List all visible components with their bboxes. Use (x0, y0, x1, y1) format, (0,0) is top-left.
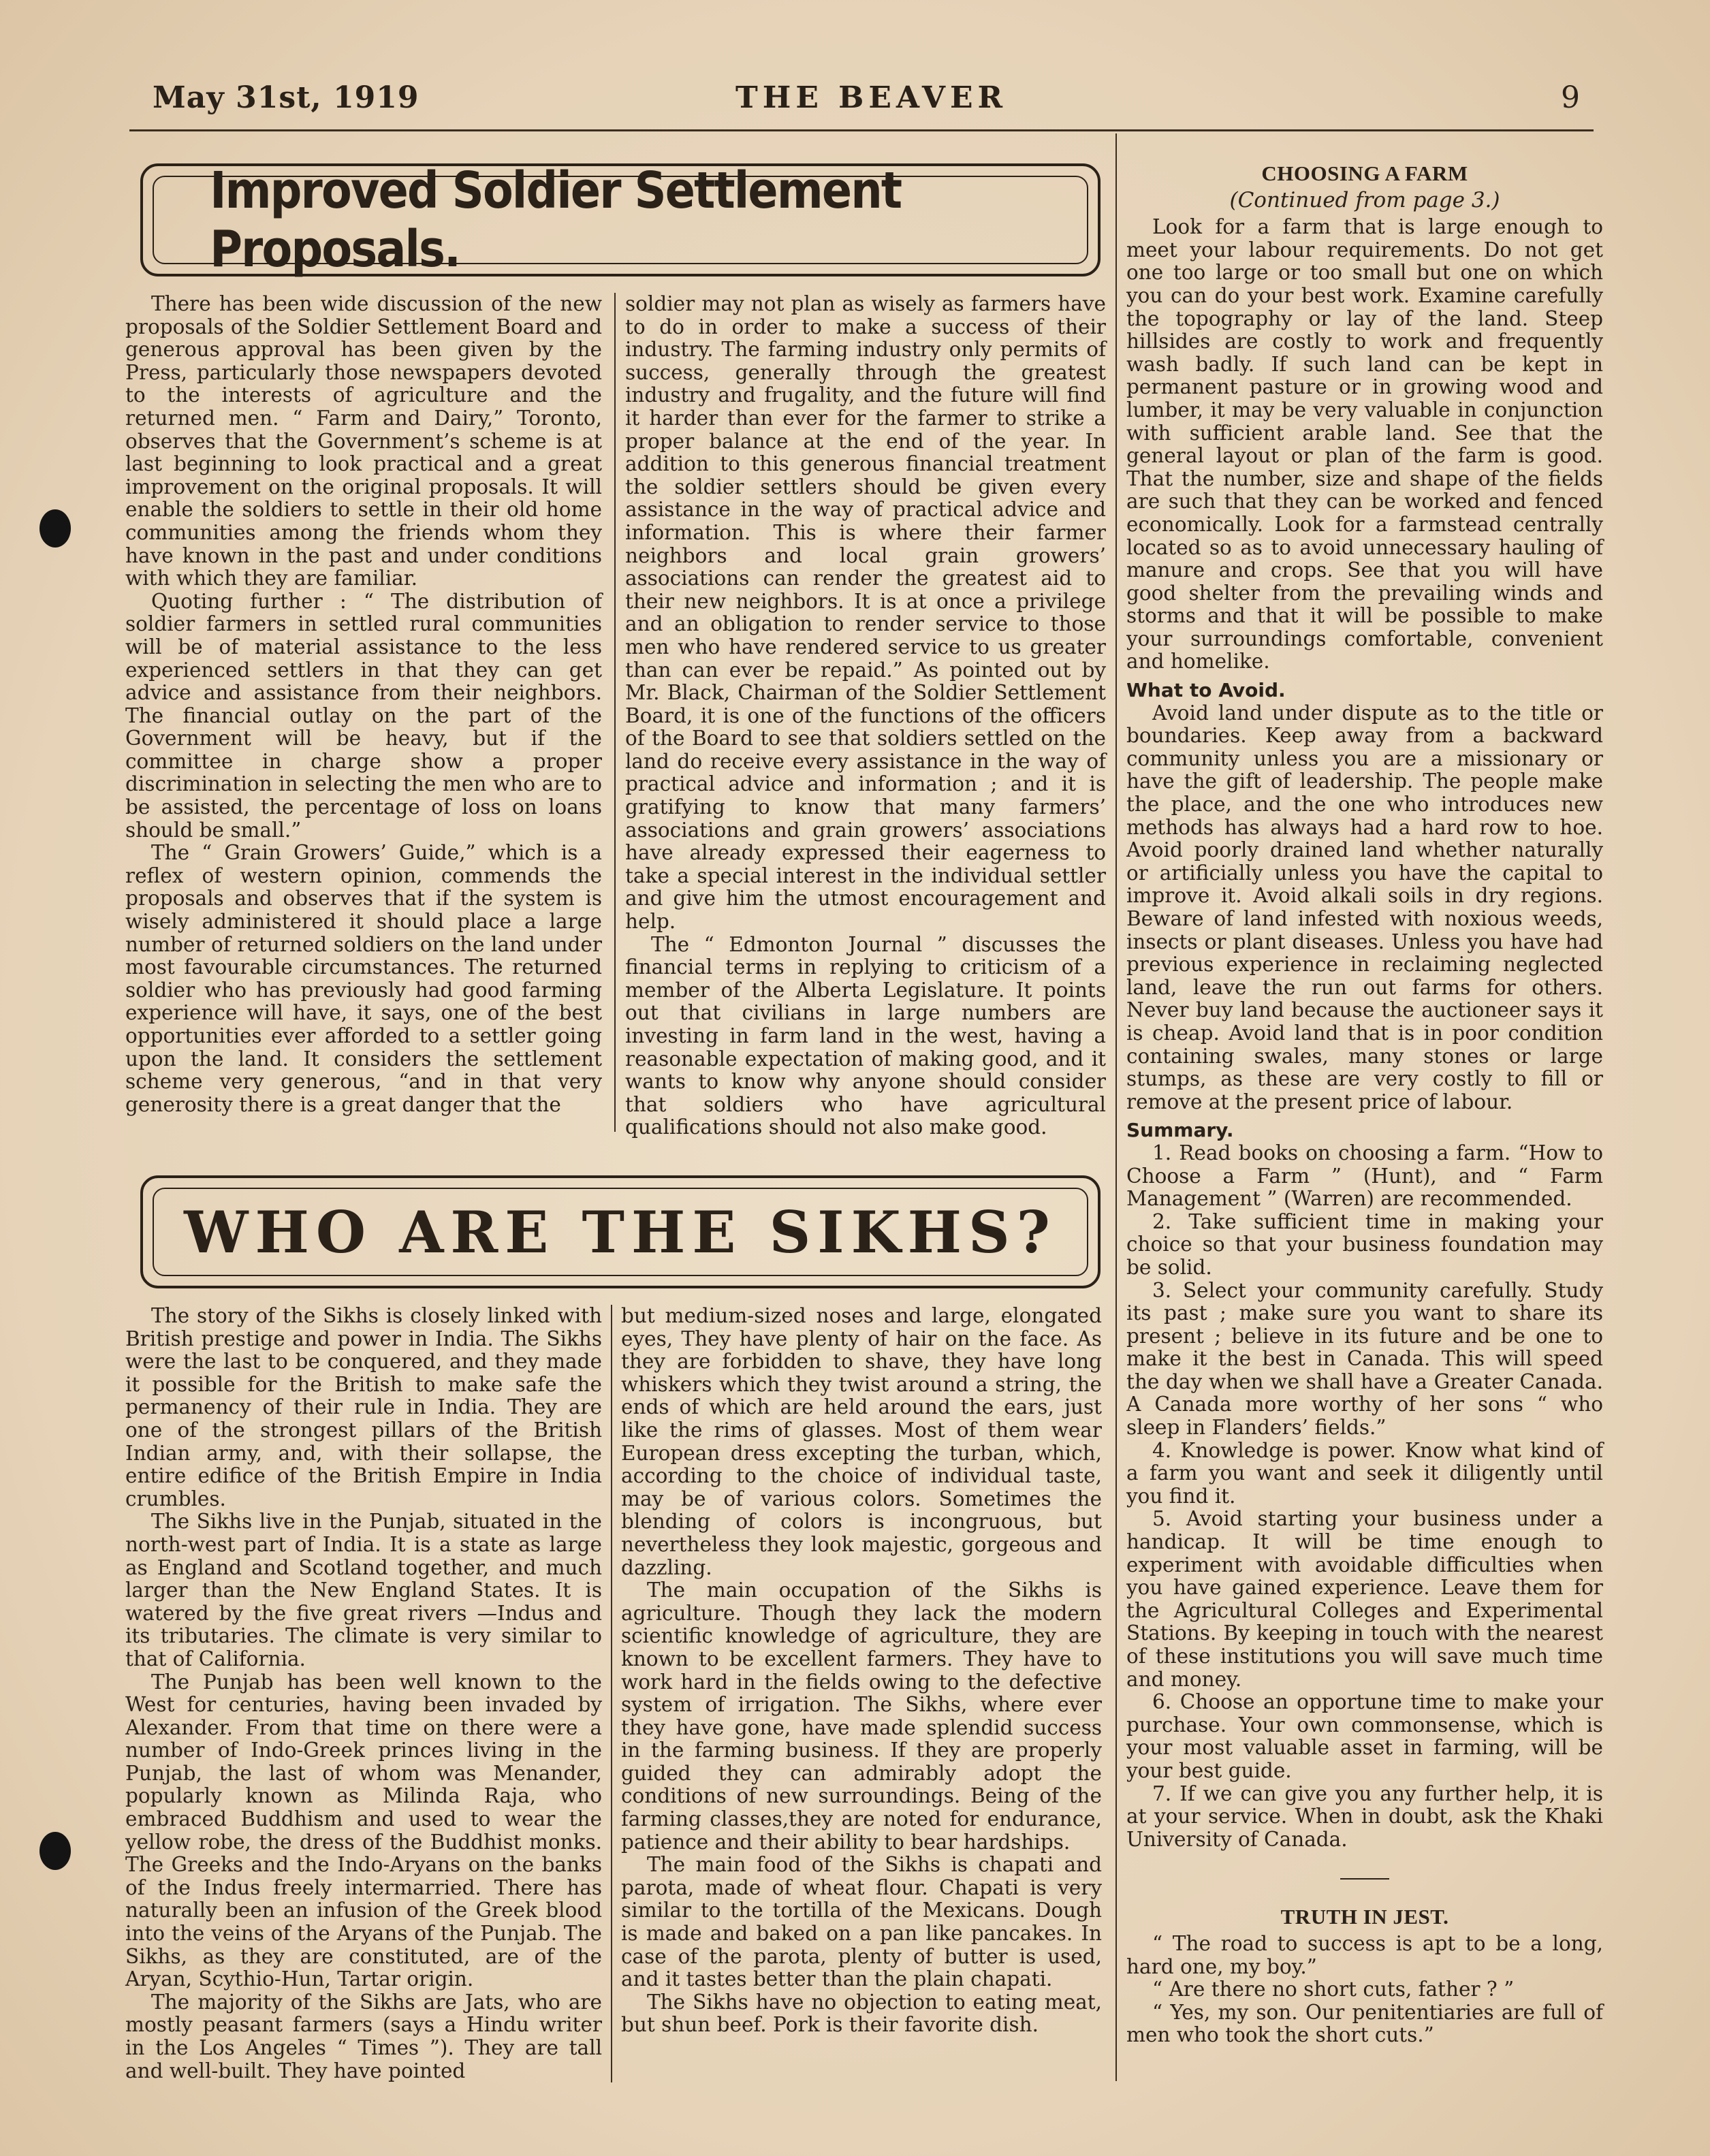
paragraph: but medium-sized noses and large, elongated eyes, They have plenty of hair on the face. As they are forbidden to shave, they have long whiskers which they twist around a string, the ends of which are held around the ears, just like the rims of glasses. Most of them wear European dress excepting the turban, which, according to the choice of individual taste, may be of various colors. Sometimes the blending of colors is incongruous, but nevertheless they look majestic, gorgeous and dazzling. (621, 1304, 1102, 1579)
section-divider (1340, 1878, 1389, 1880)
paragraph: “ Are there no short cuts, father ? ” (1152, 1978, 1515, 2001)
article-banner (140, 1175, 1101, 1288)
sidebar-column (1126, 162, 1603, 2047)
paragraph: The Sikhs have no objection to eating meat, but shun beef. Pork is their favorite dish. (621, 1990, 1102, 2037)
section-subtitle: (Continued from page 3.) (1229, 187, 1500, 212)
punch-hole (39, 509, 71, 548)
article-column (625, 293, 1106, 1139)
subheading: Summary. (1126, 1119, 1234, 1142)
newspaper-title: THE BEAVER (735, 80, 1008, 115)
paragraph: The main food of the Sikhs is chapati and parota, made of wheat flour. Chapati is very similar to the tortilla of the Mexicans. Dough is made and baked on a pan like pancakes. In case of the parota, plenty of butter is used, and it tastes better than the plain chapati. (621, 1853, 1102, 1991)
paragraph: There has been wide discussion of the new proposals of the Soldier Settlement Board and generous approval has been given by the Press, particularly those newspapers devoted to the interests of agriculture and the returned men. “ Farm and Dairy,” Toronto, observes that the Government’s scheme is at last beginning to look practical and a great improvement on the original proposals. It will enable the soldiers to settle in their old home communities among the friends whom they have known in the past and under conditions with which they are familiar. (125, 292, 602, 590)
article-headline: WHO ARE THE SIKHS? (184, 1198, 1057, 1266)
summary-item: 2. Take sufficient time in making your choice so that your business foundation may be solid. (1126, 1209, 1603, 1279)
paragraph: soldier may not plan as wisely as farmers have to do in order to make a success of their industry. The farming industry only permits of success, generally through the greatest industry and frugality, and the future will find it harder than ever for the farmer to strike a proper balance at the end of the year. In addition to this generous financial treatment the soldier settlers should be given every assistance in the way of practical advice and information. This is where their farmer neighbors and local grain growers’ associations can render the greatest aid to their new neighbors. It is at once a privilege and an obligation to render service to those men who have rendered service to us greater than can ever be repaid.” As pointed out by Mr. Black, Chairman of the Soldier Settlement Board, it is one of the functions of the officers of the Board to see that soldiers settled on the land do receive every assistance in the way of practical advice and information ; and it is gratifying to know that many farmers’ associations and grain growers’ associations have already expressed their eagerness to take a special interest in the individual settler and give him the utmost encouragement and help. (625, 292, 1106, 934)
banner-inner-frame (153, 161, 1088, 279)
punch-hole (39, 1832, 71, 1870)
column-rule (1115, 133, 1117, 2081)
paragraph: “ Yes, my son. Our penitentiaries are full of men who took the short cuts.” (1126, 2000, 1603, 2047)
article-banner (140, 161, 1101, 279)
page-number: 9 (1561, 80, 1581, 115)
article-column (125, 293, 602, 1116)
paragraph: The main occupation of the Sikhs is agriculture. Though they lack the modern scientific knowledge of agriculture, they are known to be excellent farmers. They have to work hard in the fields owing to the defective system of irrigation. The Sikhs, where ever they have gone, have made splendid success in the farming business. If they are properly guided they can admirably adopt the conditions of new surroundings. Being of the farming classes,they are noted for endurance, patience and their ability to bear hardships. (621, 1579, 1102, 1854)
article-headline: Improved Soldier Settlement Proposals. (210, 161, 902, 279)
paragraph: Look for a farm that is large enough to meet your labour requirements. Do not get one too large or too small but one on which you can do your best work. Examine carefully the topography or lay of the land. Steep hillsides are costly to work and frequently wash badly. If such land can be kept in permanent pasture or in growing wood and lumber, it may be very valuable in conjunction with sufficient arable land. See that the general layout or plan of the farm is good. That the number, size and shape of the fields are such that they can be worked and fenced economically. Look for a farmstead centrally located so as to avoid unnecessary hauling of manure and crops. See that you will have good shelter from the prevailing winds and storms and that it will be possible to make your surroundings comfortable, convenient and homelike. (1126, 215, 1603, 673)
paragraph: Quoting further : “ The distribution of soldier farmers in settled rural communities will be of material assistance to the less experienced settlers in that they can get advice and assistance from their neighbors. The financial outlay on the part of the Government will be heavy, but if the committee in charge show a proper discrimination in selecting the men who are to be assisted, the percentage of loss on loans should be small.” (125, 589, 602, 842)
summary-item: 1. Read books on choosing a farm. “How to Choose a Farm ” (Hunt), and “ Farm Management ” (Warren) are recommended. (1126, 1141, 1603, 1211)
summary-item: 6. Choose an opportune time to make your purchase. Your own commonsense, which is your most valuable asset in farming, will be your best guide. (1126, 1690, 1603, 1782)
column-rule (614, 293, 616, 1132)
column-rule (611, 1305, 612, 2082)
paragraph: The majority of the Sikhs are Jats, who are mostly peasant farmers (says a Hindu writer in the Los Angeles “ Times ”). They are tall and well-built. They have pointed (125, 1990, 602, 2082)
paragraph: The story of the Sikhs is closely linked with British prestige and power in India. The Sikhs were the last to be conquered, and they made it possible for the British to make safe the permanency of their rule in India. They are one of the strongest pillars of the British Indian army, and, with their sollapse, the entire edifice of the British Empire in India crumbles. (125, 1304, 602, 1510)
paragraph: The “ Edmonton Journal ” discusses the financial terms in replying to criticism of a member of the Alberta Legislature. It points out that civilians in large numbers are investing in farm land in the west, having a reasonable expectation of making good, and it wants to know why anyone should consider that soldiers who have agricultural qualifications should not also make good. (625, 932, 1106, 1139)
issue-date: May 31st, 1919 (153, 80, 419, 115)
paragraph: Avoid land under dispute as to the title or boundaries. Keep away from a backward community unless you are a missionary or have the gift of leadership. The people make the place, and the one who introduces new methods has always had a hard row to hoe. Avoid poorly drained land whether naturally or artificially unless you have the capital to improve it. Avoid alkali soils in dry regions. Beware of land infested with noxious weeds, insects or plant diseases. Unless you have had previous experience in reclaiming neglected land, leave the run out farms for others. Never buy land because the auctioneer says it is cheap. Avoid land that is in poor condition containing swales, many stones or large stumps, as these are very costly to fill or remove at the present price of labour. (1126, 701, 1603, 1113)
section-title: TRUTH IN JEST. (1280, 1905, 1449, 1929)
paragraph: The “ Grain Growers’ Guide,” which is a reflex of western opinion, commends the proposals and observes that if the system is wisely administered it should place a large number of returned soldiers on the land under most favourable circumstances. The returned soldier who has previously had good farming experience will have, it says, one of the best opportunities ever afforded to a settler going upon the land. It considers the settlement scheme very generous, “and in that very generosity there is a great danger that the (125, 841, 602, 1116)
paragraph: “ The road to success is apt to be a long, hard one, my boy.” (1126, 1931, 1603, 1978)
subheading: What to Avoid. (1126, 679, 1286, 702)
paragraph: The Sikhs live in the Punjab, situated in the north-west part of India. It is a state as large as England and Scotland together, and much larger than the New England States. It is watered by the five great rivers —Indus and its tributaries. The climate is very similar to that of California. (125, 1510, 602, 1670)
article-column (621, 1305, 1102, 2037)
section-title: CHOOSING A FARM (1261, 161, 1468, 185)
summary-item: 5. Avoid starting your business under a handicap. It will be time enough to experiment with avoidable difficulties when you have gained experience. Leave them for the Agricultural Colleges and Experimental Stations. By keeping in touch with the nearest of these institutions you will save much time and money. (1126, 1507, 1603, 1691)
paragraph: The Punjab has been well known to the West for centuries, having been invaded by Alexander. From that time on there were a number of Indo-Greek princes living in the Punjab, the last of whom was Menander, popularly known as Milinda Raja, who embraced Buddhism and used to wear the yellow robe, the dress of the Buddhist monks. The Greeks and the Indo-Aryans on the banks of the Indus freely intermarried. There has naturally been an infusion of the Greek blood into the veins of the Aryans of the Punjab. The Sikhs, as they are constituted, are of the Aryan, Scythio-Hun, Tartar origin. (125, 1670, 602, 1991)
summary-item: 3. Select your community carefully. Study its past ; make sure you want to share its present ; believe in its future and be one to make it the best in Canada. This will speed the day when we shall have a Greater Canada. A Canada more worthy of her sons “ who sleep in Flanders’ fields.” (1126, 1278, 1603, 1440)
article-column (125, 1305, 602, 2082)
header-rule (129, 129, 1594, 131)
summary-item: 4. Knowledge is power. Know what kind of a farm you want and seek it diligently until you find it. (1126, 1438, 1603, 1508)
banner-inner-frame (153, 1188, 1088, 1276)
summary-item: 7. If we can give you any further help, it is at your service. When in doubt, ask the Khaki University of Canada. (1126, 1781, 1603, 1851)
